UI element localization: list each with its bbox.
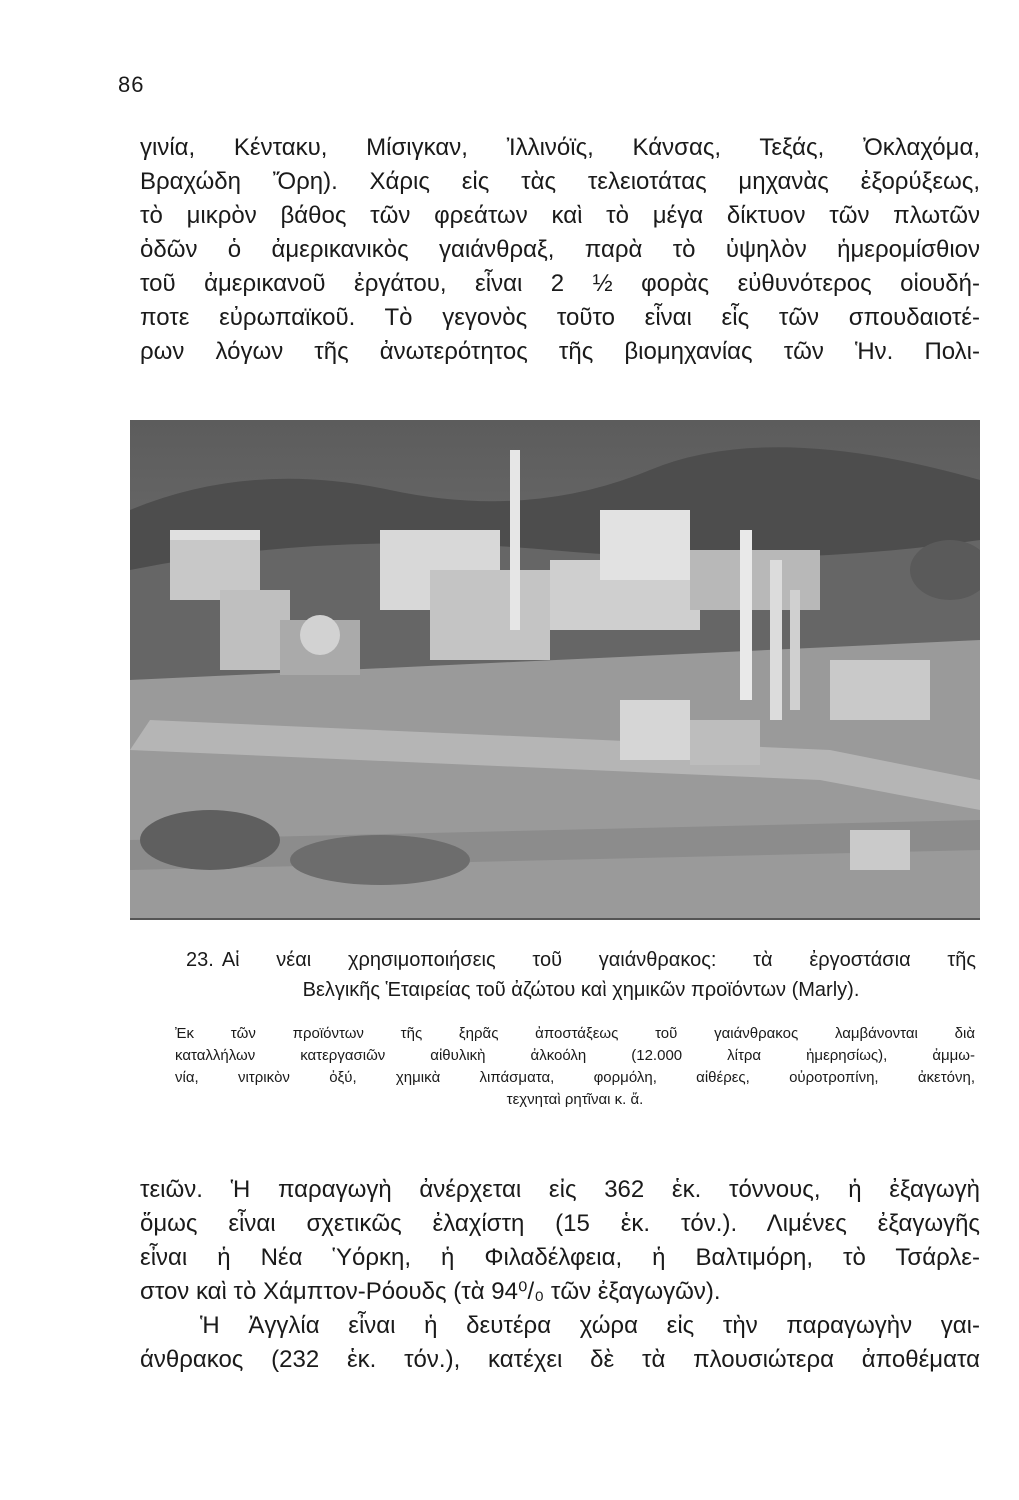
caption-line: Βελγικῆς Ἑταιρείας τοῦ ἀζώτου καὶ χημικῶν προϊόντων (Marly).: [302, 979, 860, 1001]
text-line: στον καὶ τὸ Χάμπτον-Ρόουδς (τὰ 94⁰/₀ τῶν ἐξαγωγῶν).: [140, 1278, 721, 1305]
figure-caption: [186, 945, 976, 1005]
text-line: τοῦ ἀμερικανοῦ ἐργάτου, εἶναι 2 ½ φορὰς εὐθυνότερος οἱουδή-: [140, 270, 980, 297]
body-text-bottom: [140, 1173, 980, 1377]
text-line: εἶναι ἡ Νέα Ὑόρκη, ἡ Φιλαδέλφεια, ἡ Βαλτιμόρη, τὸ Τσάρλε-: [140, 1244, 980, 1271]
page-number: 86: [118, 72, 145, 97]
note-line: καταλλήλων κατεργασιῶν αἰθυλικὴ ἀλκοόλη (12.000 λίτρα ἡμερησίως), ἀμμω-: [175, 1047, 975, 1064]
caption-number: 23.: [186, 949, 214, 971]
note-line: Ἐκ τῶν προϊόντων τῆς ξηρᾶς ἀποστάξεως τοῦ γαιάνθρακος λαμβάνονται διὰ: [175, 1025, 975, 1042]
text-line: ποτε εὐρωπαϊκοῦ. Τὸ γεγονὸς τοῦτο εἶναι εἷς τῶν σπουδαιοτέ-: [140, 304, 980, 331]
note-line: νία, νιτρικὸν ὀξύ, χημικὰ λιπάσματα, φορμόλη, αἰθέρες, οὐροτροπίνη, ἀκετόνη,: [175, 1069, 975, 1086]
caption-line: [186, 945, 976, 975]
text-line: γινία, Κέντακυ, Μίσιγκαν, Ἰλλινόϊς, Κάνσας, Τεξάς, Ὀκλαχόμα,: [140, 134, 980, 161]
note-line: τεχνηταὶ ρητῖναι κ. ἄ.: [506, 1091, 644, 1108]
text-line: άνθρακος (232 ἑκ. τόν.), κατέχει δὲ τὰ πλουσιώτερα ἀποθέματα: [140, 1346, 980, 1373]
text-line: τειῶν. Ἡ παραγωγὴ ἀνέρχεται εἰς 362 ἑκ. τόννους, ἡ ἐξαγωγὴ: [140, 1176, 980, 1203]
text-line: Ἡ Ἀγγλία εἶναι ἡ δευτέρα χώρα εἰς τὴν παραγωγὴν γαι-: [200, 1312, 980, 1339]
body-text-top: [140, 131, 980, 369]
text-line: ὅμως εἶναι σχετικῶς ἐλαχίστη (15 ἑκ. τόν.). Λιμένες ἐξαγωγῆς: [140, 1210, 980, 1237]
factory-photo: [130, 420, 980, 920]
factory-photo-illustration: [130, 420, 980, 918]
text-line: Βραχώδη Ὄρη). Χάρις εἰς τὰς τελειοτάτας μηχανὰς ἐξορύξεως,: [140, 168, 980, 195]
caption-text: Αἱ νέαι χρησιμοποιήσεις τοῦ γαιάνθρακος: τὰ ἐργοστάσια τῆς: [221, 949, 976, 971]
text-line: ὁδῶν ὁ ἀμερικανικὸς γαιάνθραξ, παρὰ τὸ ὑψηλὸν ἡμερομίσθιον: [140, 236, 980, 263]
text-line: ρων λόγων τῆς ἀνωτερότητος τῆς βιομηχανίας τῶν Ἡν. Πολι-: [140, 338, 980, 365]
figure-note: [175, 1023, 975, 1111]
text-line: τὸ μικρὸν βάθος τῶν φρεάτων καὶ τὸ μέγα δίκτυον τῶν πλωτῶν: [140, 202, 980, 229]
